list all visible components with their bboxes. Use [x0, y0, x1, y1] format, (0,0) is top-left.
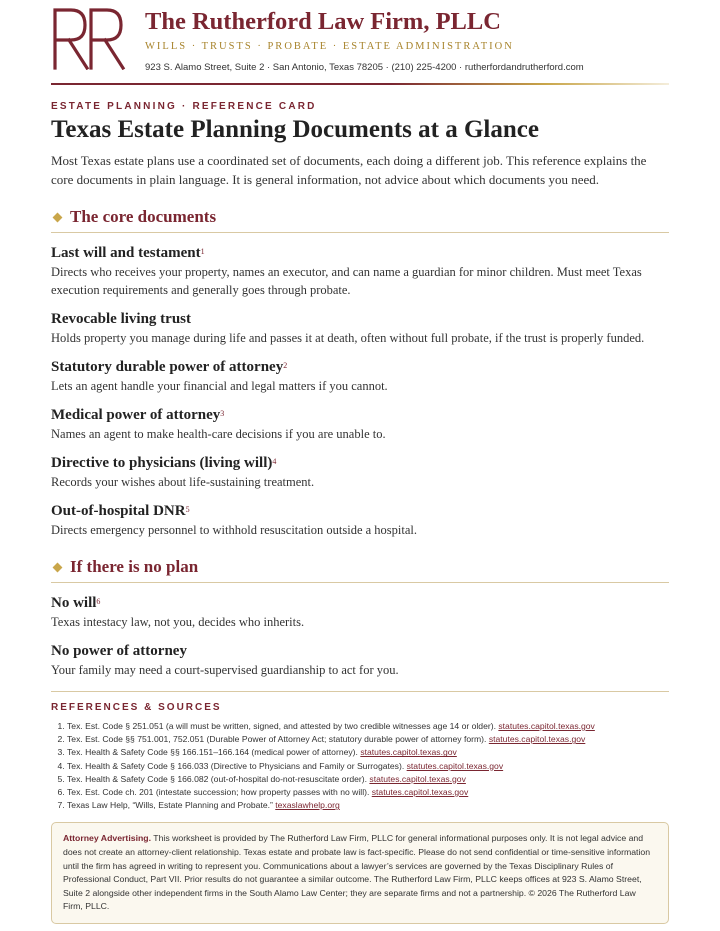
reference-item	[67, 799, 669, 812]
document-entry	[51, 454, 669, 491]
document-title-text: No will	[51, 595, 97, 611]
firm-monogram-logo	[51, 8, 127, 70]
document-title	[51, 244, 669, 262]
reference-text: Tex. Health & Safety Code § 166.082 (out-of-hospital do-not-resuscitate order).	[67, 773, 367, 784]
document-entry	[51, 358, 669, 395]
document-description: Lets an agent handle your financial and legal matters if you cannot.	[51, 379, 388, 393]
document-title	[51, 502, 669, 520]
document-title-text: No power of attorney	[51, 643, 187, 659]
header-divider	[51, 83, 669, 85]
document-description: Your family may need a court-supervised guardianship to act for you.	[51, 663, 399, 677]
firm-info	[145, 8, 584, 74]
reference-link[interactable]: statutes.capitol.texas.gov	[360, 747, 457, 758]
footnote-marker[interactable]: 4	[272, 457, 277, 466]
reference-link[interactable]: texaslawhelp.org	[275, 800, 340, 811]
reference-link[interactable]: statutes.capitol.texas.gov	[369, 773, 466, 784]
reference-text: Tex. Health & Safety Code § 166.033 (Directive to Physicians and Family or Surrogates).	[67, 760, 405, 771]
reference-text: Tex. Est. Code §§ 751.001, 752.051 (Durable Power of Attorney Act; statutory durable power of attorney form).	[67, 734, 487, 745]
reference-item	[67, 773, 669, 786]
reference-text: Texas Law Help, “Wills, Estate Planning and Probate.”	[67, 800, 273, 811]
notice-label: Attorney Advertising.	[63, 833, 152, 844]
document-title-text: Directive to physicians (living will)	[51, 455, 273, 471]
document-entry	[51, 594, 669, 631]
diamond-bullet-icon	[53, 212, 63, 222]
reference-item	[67, 786, 669, 799]
document-title	[51, 642, 669, 660]
document-title	[51, 310, 669, 328]
notice-text: This worksheet is provided by The Rutherford Law Firm, PLLC for general informational purposes only. It is not legal advice and does not create an attorney-client relationship. Texas estate and probate law is fact-specific. Please do not send confidential or time-sensitive information until the firm has agreed in writing to represent you. Communications about a lawyer’s services are governed by the Texas Disciplinary Rules of Professional Conduct, Part VII. Prior results do not guarantee a similar outcome. The Rutherford Law Firm, PLLC keeps offices at 923 S. Alamo Street, Suite 2 alongside other independent firms in the South Alamo Law Center; they are separate firms and not a partnership. © 2026 The Rutherford Law Firm, PLLC.	[63, 833, 651, 912]
document-title	[51, 406, 669, 424]
document-title	[51, 358, 669, 376]
document-title-text: Out-of-hospital DNR	[51, 503, 186, 519]
references-divider	[51, 691, 669, 692]
document-entry	[51, 244, 669, 299]
references-list	[51, 720, 669, 812]
document-title-text: Last will and testament	[51, 245, 201, 261]
document-entry	[51, 642, 669, 679]
reference-item	[67, 746, 669, 759]
footnote-marker[interactable]: 6	[96, 597, 101, 606]
document-description: Holds property you manage during life and passes it at death, often without full probate, if the trust is properly funded.	[51, 331, 645, 345]
reference-text: Tex. Est. Code ch. 201 (intestate succession; how property passes with no will).	[67, 787, 370, 798]
firm-contact: 923 S. Alamo Street, Suite 2 · San Antonio, Texas 78205 · (210) 225-4200 · rutherfordandrutherford.com	[145, 62, 584, 73]
section-header-core	[51, 207, 669, 233]
footnote-marker[interactable]: 5	[185, 505, 190, 514]
reference-link[interactable]: statutes.capitol.texas.gov	[498, 721, 595, 731]
reference-link[interactable]: statutes.capitol.texas.gov	[406, 760, 504, 771]
document-entry	[51, 406, 669, 443]
section-title: The core documents	[70, 207, 217, 226]
footnote-marker[interactable]: 3	[220, 409, 225, 418]
diamond-bullet-icon	[53, 562, 63, 572]
footnote-marker[interactable]: 1	[200, 247, 205, 256]
reference-link[interactable]: statutes.capitol.texas.gov	[488, 734, 586, 745]
attorney-advertising-notice	[51, 822, 669, 924]
intro-paragraph: Most Texas estate plans use a coordinated set of documents, each doing a different job. This reference explains the core documents in plain language. It is general information, not advice about which documents you need.	[51, 153, 647, 187]
section-header-noplan	[51, 557, 669, 583]
document-entry	[51, 502, 669, 539]
document-description: Texas intestacy law, not you, decides who inherits.	[51, 615, 305, 629]
document-description: Directs who receives your property, names an executor, and can name a guardian for minor children. Must meet Texas execution requirements and generally goes through probate.	[51, 265, 642, 297]
reference-text: Tex. Health & Safety Code §§ 166.151–166.164 (medical power of attorney).	[67, 747, 358, 758]
references-title: REFERENCES & SOURCES	[51, 702, 222, 713]
document-title-text: Statutory durable power of attorney	[51, 359, 284, 375]
document-entry	[51, 310, 669, 347]
document-description: Records your wishes about life-sustaining treatment.	[51, 475, 315, 489]
reference-item	[67, 720, 669, 733]
page-title: Texas Estate Planning Documents at a Glance	[51, 116, 539, 143]
document-description: Directs emergency personnel to withhold resuscitation outside a hospital.	[51, 523, 418, 537]
core-documents-list	[51, 244, 669, 539]
footnote-marker[interactable]: 2	[283, 361, 288, 370]
reference-text: Tex. Est. Code § 251.051 (a will must be written, signed, and attested by two credible witnesses age 14 or older).	[67, 721, 496, 731]
document-title-text: Revocable living trust	[51, 311, 191, 327]
document-title	[51, 594, 669, 612]
document-title-text: Medical power of attorney	[51, 407, 221, 423]
reference-link[interactable]: statutes.capitol.texas.gov	[371, 787, 469, 798]
document-description: Names an agent to make health-care decisions if you are unable to.	[51, 427, 386, 441]
firm-tagline: WILLS · TRUSTS · PROBATE · ESTATE ADMINISTRATION	[145, 41, 514, 52]
document-title	[51, 454, 669, 472]
firm-name: The Rutherford Law Firm, PLLC	[145, 8, 501, 35]
reference-item	[67, 733, 669, 746]
section-title: If there is no plan	[70, 557, 199, 576]
reference-item	[67, 760, 669, 773]
eyebrow-label: ESTATE PLANNING · REFERENCE CARD	[51, 101, 317, 112]
no-plan-list	[51, 594, 669, 679]
letterhead	[51, 0, 669, 74]
